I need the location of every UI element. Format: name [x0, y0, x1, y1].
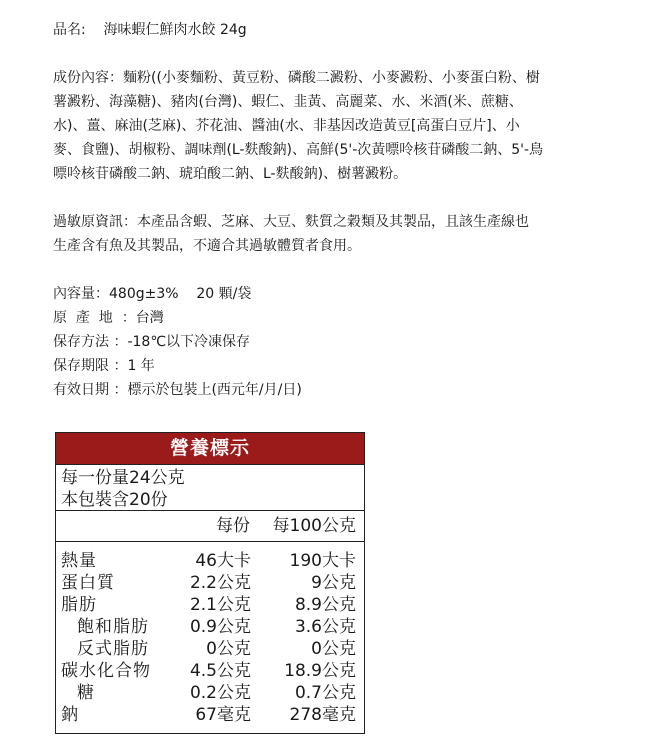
nutrient-per-serving: 2.1公克 — [189, 595, 251, 615]
serving-info — [56, 465, 364, 511]
nutrient-name: 飽和脂肪 — [77, 617, 149, 637]
storage-value: -18℃以下冷凍保存 — [127, 334, 251, 350]
nutrient-per-100g: 18.9公克 — [284, 661, 356, 681]
product-info — [53, 18, 623, 402]
col-per-100g: 每100公克 — [272, 516, 356, 536]
nutrient-name: 糖 — [77, 683, 95, 703]
ingredients-line: 麥、食鹽)、胡椒粉、調味劑(L-麩酸鈉)、高鮮(5'-次黃嘌呤核苷磷酸二鈉、5'-鳥 — [53, 142, 544, 158]
nutrition-panel — [55, 432, 365, 734]
origin-line — [53, 306, 623, 330]
nutrition-row — [56, 550, 364, 572]
content-line — [53, 282, 623, 306]
nutrient-name: 脂肪 — [61, 595, 97, 615]
nutrition-row — [56, 682, 364, 704]
shelf-life-line — [53, 354, 623, 378]
ingredients-label: 成份內容： — [53, 70, 123, 86]
storage-label: 保存方法 ： — [53, 334, 128, 350]
servings-per-pack: 本包裝含20份 — [61, 490, 168, 510]
content-label: 內容量： — [53, 286, 109, 302]
nutrient-name: 蛋白質 — [61, 573, 115, 593]
allergen-line: 過敏原資訊：本產品含蝦、芝麻、大豆、麩質之穀類及其製品，且該生產線也 — [53, 214, 529, 230]
origin-label: 原 產 地 ： — [53, 310, 136, 326]
nutrition-row — [56, 660, 364, 682]
nutrient-per-serving: 0.2公克 — [189, 683, 251, 703]
expiry-value: 標示於包裝上(西元年/月/日) — [127, 382, 302, 398]
nutrition-row — [56, 638, 364, 660]
nutrient-name: 熱量 — [61, 551, 97, 571]
expiry-label: 有效日期 ： — [53, 382, 128, 398]
shelf-life-value: 1 年 — [127, 358, 155, 374]
allergen-block — [53, 210, 623, 258]
nutrient-name: 反式脂肪 — [77, 639, 149, 659]
ingredients-line: 水)、薑、麻油(芝麻)、芥花油、醬油(水、非基因改造黃豆[高蛋白豆片]、小 — [53, 118, 520, 134]
expiry-line — [53, 378, 623, 402]
allergen-line: 生產含有魚及其製品，不適合其過敏體質者食用。 — [53, 238, 361, 254]
nutrient-per-serving: 0公克 — [206, 639, 251, 659]
nutrition-column-headers — [56, 511, 364, 542]
nutrient-per-100g: 8.9公克 — [294, 595, 356, 615]
serving-size: 每一份量24公克 — [61, 468, 185, 488]
origin-value: 台灣 — [135, 310, 164, 326]
nutrient-name: 碳水化合物 — [61, 661, 151, 681]
nutrient-per-100g: 9公克 — [311, 573, 356, 593]
ingredients-line — [53, 66, 623, 90]
nutrition-row — [56, 704, 364, 726]
ingredients-block — [53, 66, 623, 186]
shelf-life-label: 保存期限 ： — [53, 358, 128, 374]
col-per-serving: 每份 — [216, 516, 250, 536]
product-name-label: 品名: — [53, 22, 86, 38]
details-block — [53, 282, 623, 402]
storage-line — [53, 330, 623, 354]
nutrient-per-100g: 190大卡 — [289, 551, 356, 571]
product-name-line — [53, 18, 623, 42]
ingredients-line: 薯澱粉、海藻糖)、豬肉(台灣)、蝦仁、韭黃、高麗菜、水、米酒(米、蔗糖、 — [53, 94, 523, 110]
nutrient-name: 鈉 — [61, 705, 79, 725]
nutrient-per-100g: 3.6公克 — [294, 617, 356, 637]
nutrition-title: 營養標示 — [56, 433, 364, 465]
nutrient-per-100g: 0公克 — [311, 639, 356, 659]
nutrient-per-serving: 0.9公克 — [189, 617, 251, 637]
nutrient-per-100g: 278毫克 — [289, 705, 356, 725]
nutrient-per-serving: 2.2公克 — [189, 573, 251, 593]
nutrient-per-serving: 4.5公克 — [189, 661, 251, 681]
nutrient-per-serving: 67毫克 — [195, 705, 251, 725]
content-value: 480g±3% 20 顆/袋 — [109, 286, 252, 302]
ingredients-line: 嘌呤核苷磷酸二鈉、琥珀酸二鈉、L-麩酸鈉)、樹薯澱粉。 — [53, 166, 408, 182]
nutrition-rows — [56, 542, 364, 726]
nutrient-per-serving: 46大卡 — [195, 551, 251, 571]
nutrition-row — [56, 594, 364, 616]
product-name-value: 海味蝦仁鮮肉水餃 24g — [103, 22, 247, 38]
nutrition-row — [56, 616, 364, 638]
nutrient-per-100g: 0.7公克 — [294, 683, 356, 703]
ingredients-text: 麵粉((小麥麵粉、黃豆粉、磷酸二澱粉、小麥澱粉、小麥蛋白粉、樹 — [123, 70, 540, 86]
nutrition-row — [56, 572, 364, 594]
